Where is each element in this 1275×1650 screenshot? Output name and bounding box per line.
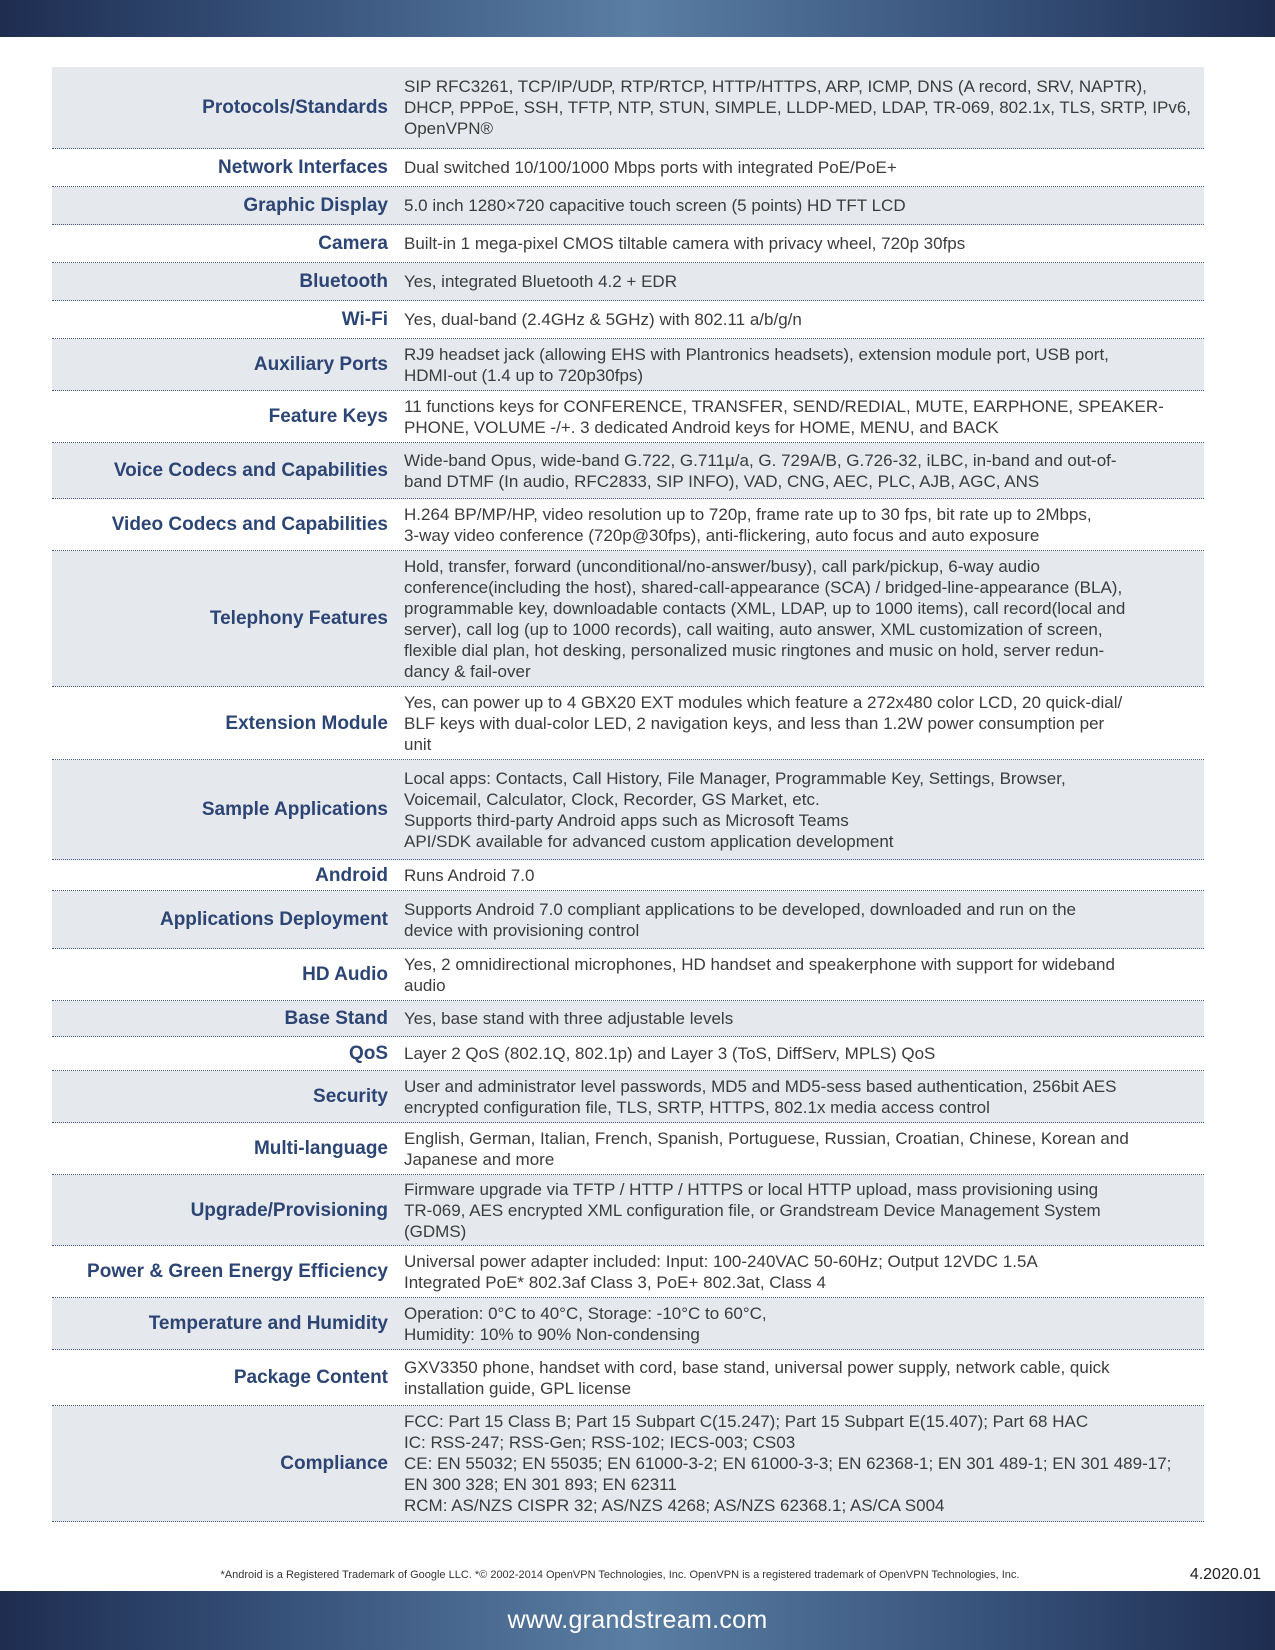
- spec-value: SIP RFC3261, TCP/IP/UDP, RTP/RTCP, HTTP/HTTPS, ARP, ICMP, DNS (A record, SRV, NAPTR), DHCP, PPPoE, SSH, TFTP, NTP, STUN, SIMPLE, LLDP-MED, LDAP, TR-069, 802.1x, TLS, SRTP, IPv6, OpenVPN®: [404, 77, 1192, 138]
- spec-row: [52, 67, 1204, 149]
- spec-row: [52, 391, 1204, 443]
- spec-value: Dual switched 10/100/1000 Mbps ports with integrated PoE/PoE+: [404, 158, 897, 177]
- spec-label: Graphic Display: [243, 195, 388, 216]
- spec-table: [52, 67, 1204, 1522]
- spec-label: HD Audio: [302, 964, 388, 985]
- spec-row: [52, 1123, 1204, 1175]
- spec-label: Security: [313, 1086, 388, 1107]
- spec-label: Protocols/Standards: [202, 97, 388, 118]
- spec-label: Sample Applications: [201, 799, 388, 820]
- spec-row: [52, 187, 1204, 225]
- spec-value: Universal power adapter included: Input: 100-240VAC 50-60Hz; Output 12VDC 1.5A Integrated PoE* 802.3af Class 3, PoE+ 802.3at, Class 4: [404, 1251, 1038, 1292]
- spec-label: Bluetooth: [299, 271, 388, 292]
- spec-value: Yes, integrated Bluetooth 4.2 + EDR: [404, 272, 677, 291]
- spec-value: Runs Android 7.0: [404, 865, 535, 885]
- spec-label: Voice Codecs and Capabilities: [113, 460, 388, 481]
- spec-label: Auxiliary Ports: [253, 354, 388, 375]
- spec-row: [52, 339, 1204, 391]
- spec-value: 5.0 inch 1280×720 capacitive touch screen (5 points) HD TFT LCD: [404, 196, 906, 215]
- spec-label: Camera: [318, 233, 388, 254]
- spec-label: QoS: [348, 1043, 388, 1064]
- spec-value: Local apps: Contacts, Call History, File Manager, Programmable Key, Settings, Browser, Voicemail, Calculator, Clock, Recorder, GS Market, etc. Supports third-party Android apps such as Microsoft Teams API/SDK available for advanced custom application development: [404, 768, 1066, 851]
- spec-value: Hold, transfer, forward (unconditional/no-answer/busy), call park/pickup, 6-way audio conference(including the host), shared-call-appearance (SCA) / bridged-line-appearance (BLA), programmable key, downloadable contacts (XML, LDAP, up to 1000 items), call record(local and server), call log (up to 1000 records), call waiting, auto answer, XML customization of screen, flexible dial plan, hot desking, personalized music ringtones and music on hold, server redun- dancy & fail-over: [404, 556, 1126, 681]
- spec-value: User and administrator level passwords, MD5 and MD5-sess based authentication, 256bit AES encrypted configuration file, TLS, SRTP, HTTPS, 802.1x media access control: [404, 1076, 1117, 1117]
- spec-value: Operation: 0°C to 40°C, Storage: -10°C to 60°C, Humidity: 10% to 90% Non-condensing: [404, 1303, 767, 1344]
- spec-label: Compliance: [280, 1453, 388, 1474]
- spec-label: Wi-Fi: [341, 309, 388, 330]
- spec-value: H.264 BP/MP/HP, video resolution up to 720p, frame rate up to 30 fps, bit rate up to 2Mbps, 3-way video conference (720p@30fps), anti-flickering, auto focus and auto exposure: [404, 504, 1092, 545]
- spec-row: [52, 301, 1204, 339]
- spec-row: [52, 949, 1204, 1001]
- spec-label: Android: [315, 864, 388, 886]
- spec-row: [52, 443, 1204, 499]
- spec-value: Wide-band Opus, wide-band G.722, G.711µ/a, G. 729A/B, G.726-32, iLBC, in-band and out-of- band DTMF (In audio, RFC2833, SIP INFO), VAD, CNG, AEC, PLC, AJB, AGC, ANS: [404, 450, 1117, 491]
- spec-label: Temperature and Humidity: [148, 1313, 388, 1334]
- spec-value: 11 functions keys for CONFERENCE, TRANSFER, SEND/REDIAL, MUTE, EARPHONE, SPEAKER- PHONE, VOLUME -/+. 3 dedicated Android keys for HOME, MENU, and BACK: [404, 396, 1164, 437]
- spec-row: [52, 263, 1204, 301]
- spec-row: [52, 860, 1204, 891]
- spec-label: Power & Green Energy Efficiency: [87, 1261, 388, 1282]
- trademark-footnote: *Android is a Registered Trademark of Google LLC. *© 2002-2014 OpenVPN Technologies, Inc. OpenVPN is a registered trademark of OpenVPN Technologies, Inc.: [220, 1569, 1020, 1581]
- spec-row: [52, 149, 1204, 187]
- spec-value: GXV3350 phone, handset with cord, base stand, universal power supply, network cable, quick installation guide, GPL license: [404, 1357, 1110, 1398]
- spec-row: [52, 1406, 1204, 1522]
- spec-label: Base Stand: [284, 1008, 388, 1029]
- spec-label: Package Content: [233, 1367, 388, 1388]
- spec-label: Applications Deployment: [159, 909, 388, 930]
- spec-value: Yes, can power up to 4 GBX20 EXT modules which feature a 272x480 color LCD, 20 quick-dial/ BLF keys with dual-color LED, 2 navigation keys, and less than 1.2W power consumption per unit: [404, 692, 1123, 754]
- spec-label: Upgrade/Provisioning: [190, 1199, 388, 1221]
- spec-row: [52, 1001, 1204, 1037]
- footer-band: [0, 1591, 1275, 1650]
- header-band: [0, 0, 1275, 37]
- spec-row: [52, 551, 1204, 687]
- document-version: 4.2020.01: [1189, 1566, 1261, 1583]
- website-link[interactable]: www.grandstream.com: [507, 1606, 768, 1634]
- spec-value: Yes, base stand with three adjustable levels: [404, 1009, 734, 1028]
- spec-row: [52, 687, 1204, 760]
- spec-label: Feature Keys: [268, 406, 388, 427]
- spec-value: Yes, 2 omnidirectional microphones, HD handset and speakerphone with support for wideband audio: [404, 954, 1115, 995]
- spec-row: [52, 1298, 1204, 1350]
- spec-label: Video Codecs and Capabilities: [111, 514, 388, 535]
- spec-row: [52, 760, 1204, 860]
- spec-value: FCC: Part 15 Class B; Part 15 Subpart C(15.247); Part 15 Subpart E(15.407); Part 68 HAC IC: RSS-247; RSS-Gen; RSS-102; IECS-003; CS03 CE: EN 55032; EN 55035; EN 61000-3-2; EN 61000-3-3; EN 62368-1; EN 301 489-1; EN 301 489-17; EN 300 328; EN 301 893; EN 62311 RCM: AS/NZS CISPR 32; AS/NZS 4268; AS/NZS 62368.1; AS/CA S004: [404, 1412, 1172, 1515]
- spec-value: Firmware upgrade via TFTP / HTTP / HTTPS or local HTTP upload, mass provisioning using TR-069, AES encrypted XML configuration file, or Grandstream Device Management System (GDMS): [404, 1179, 1101, 1241]
- spec-label: Telephony Features: [209, 608, 388, 629]
- spec-row: [52, 1350, 1204, 1406]
- spec-value: Layer 2 QoS (802.1Q, 802.1p) and Layer 3 (ToS, DiffServ, MPLS) QoS: [404, 1044, 936, 1063]
- spec-row: [52, 1246, 1204, 1298]
- spec-row: [52, 225, 1204, 263]
- spec-row: [52, 891, 1204, 949]
- spec-value: Yes, dual-band (2.4GHz & 5GHz) with 802.11 a/b/g/n: [404, 310, 802, 329]
- spec-row: [52, 1175, 1204, 1246]
- spec-value: Built-in 1 mega-pixel CMOS tiltable camera with privacy wheel, 720p 30fps: [404, 234, 966, 253]
- spec-label: Multi-language: [253, 1138, 388, 1159]
- spec-row: [52, 499, 1204, 551]
- spec-value: English, German, Italian, French, Spanish, Portuguese, Russian, Croatian, Chinese, Korean and Japanese and more: [404, 1128, 1129, 1169]
- spec-row: [52, 1071, 1204, 1123]
- spec-row: [52, 1037, 1204, 1071]
- spec-label: Network Interfaces: [217, 157, 388, 178]
- spec-value: RJ9 headset jack (allowing EHS with Plantronics headsets), extension module port, USB port, HDMI-out (1.4 up to 720p30fps): [404, 344, 1109, 385]
- spec-label: Extension Module: [225, 712, 388, 734]
- spec-value: Supports Android 7.0 compliant applications to be developed, downloaded and run on the device with provisioning control: [404, 899, 1076, 940]
